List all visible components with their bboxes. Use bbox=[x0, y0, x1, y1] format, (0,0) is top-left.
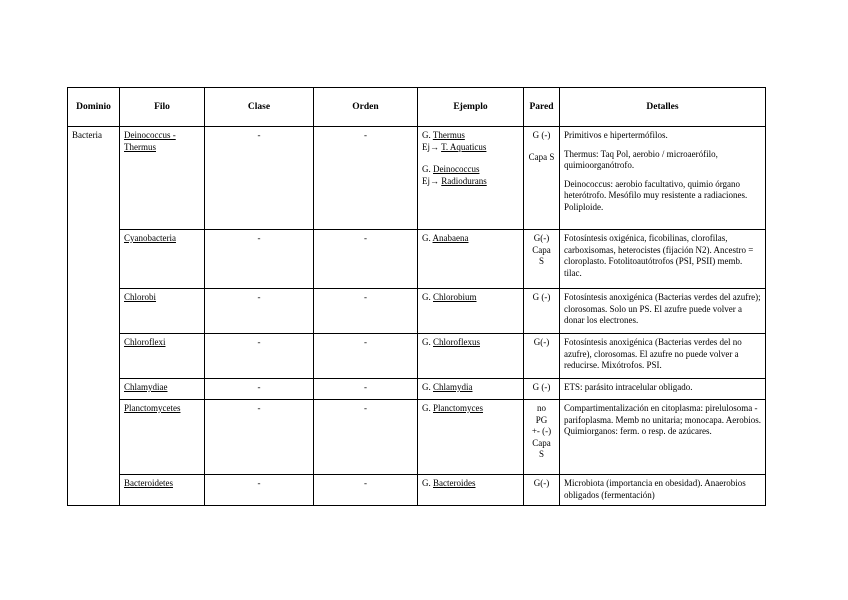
table-row bbox=[68, 127, 766, 230]
cell-dominio: Bacteria bbox=[68, 127, 120, 506]
cell-clase: - bbox=[205, 230, 314, 289]
genus-name: Chlorobium bbox=[433, 292, 477, 302]
pared-line: S bbox=[538, 256, 544, 267]
cell-filo bbox=[120, 475, 205, 506]
genus-prefix: G. bbox=[422, 478, 433, 488]
cell-ejemplo bbox=[418, 475, 524, 506]
cell-pared bbox=[524, 289, 560, 334]
cell-orden: - bbox=[314, 127, 418, 230]
cell-detalles bbox=[560, 127, 766, 230]
pared-line: G(-) bbox=[533, 337, 550, 347]
cell-orden: - bbox=[314, 379, 418, 400]
cell-clase: - bbox=[205, 475, 314, 506]
pared-line: no bbox=[537, 403, 546, 413]
genus-prefix: G. bbox=[422, 403, 433, 413]
table-row bbox=[68, 400, 766, 475]
table-row bbox=[68, 475, 766, 506]
filo-link: Chlamydiae bbox=[124, 382, 168, 392]
genus-prefix: G. bbox=[422, 292, 433, 302]
pared-line: +- (-) bbox=[531, 426, 552, 437]
table-row bbox=[68, 379, 766, 400]
filo-link: Chloroflexi bbox=[124, 337, 166, 347]
cell-clase: - bbox=[205, 400, 314, 475]
cell-orden: - bbox=[314, 230, 418, 289]
pared-line: G (-) bbox=[532, 130, 551, 140]
cell-ejemplo bbox=[418, 379, 524, 400]
detalle-paragraph: Primitivos e hipertermófilos. bbox=[564, 130, 668, 140]
cell-detalles: Compartimentalización en citoplasma: pirelulosoma - parifoplasma. Memb no unitaria; monocapa. Aerobios. Quimiorganos: ferm. o resp. de azúcares. bbox=[560, 400, 766, 475]
header-clase: Clase bbox=[205, 88, 314, 127]
header-orden: Orden bbox=[314, 88, 418, 127]
cell-ejemplo bbox=[418, 334, 524, 379]
cell-detalles: Fotosíntesis anoxigénica (Bacterias verdes del no azufre), clorosomas. El azufre no puede volver a reducirse. Mixótrofos. PSI. bbox=[560, 334, 766, 379]
header-row bbox=[68, 88, 766, 127]
pared-line: S bbox=[538, 449, 544, 460]
cell-filo bbox=[120, 230, 205, 289]
genus-prefix: G. bbox=[422, 130, 433, 140]
filo-link: Cyanobacteria bbox=[124, 233, 176, 243]
pared-line: Capa bbox=[532, 437, 551, 448]
species-name: T. Aquaticus bbox=[441, 141, 487, 152]
table-row bbox=[68, 334, 766, 379]
pared-line: PG bbox=[535, 414, 548, 425]
header-ejemplo: Ejemplo bbox=[418, 88, 524, 127]
cell-detalles: Fotosíntesis oxigénica, ficobilinas, clorofilas, carboxisomas, heterocistes (fijación N2). Ancestro = cloroplasto. Fotolitoautótrofos (PSI, PSII) memb. tilac. bbox=[560, 230, 766, 289]
cell-filo bbox=[120, 334, 205, 379]
genus-name: Chloroflexus bbox=[433, 337, 480, 347]
cell-ejemplo bbox=[418, 289, 524, 334]
species-name: Radiodurans bbox=[441, 175, 487, 186]
filo-link: Chlorobi bbox=[124, 292, 157, 302]
table-row bbox=[68, 230, 766, 289]
header-dominio: Dominio bbox=[68, 88, 120, 127]
filo-link: Bacteroidetes bbox=[124, 478, 173, 488]
genus-name: Thermus bbox=[432, 130, 465, 140]
cell-filo bbox=[120, 400, 205, 475]
cell-clase: - bbox=[205, 127, 314, 230]
cell-pared bbox=[524, 379, 560, 400]
pared-line: G(-) bbox=[533, 478, 550, 488]
pared-line: Capa bbox=[532, 244, 551, 255]
cell-orden: - bbox=[314, 475, 418, 506]
genus-name: Planctomyces bbox=[433, 403, 483, 413]
detalle-paragraph: Thermus: Taq Pol, aerobio / microaerófilo, quimioorganótrofo. bbox=[564, 148, 718, 171]
cell-pared bbox=[524, 475, 560, 506]
filo-link: Deinococcus - Thermus bbox=[124, 130, 176, 152]
cell-pared bbox=[524, 127, 560, 230]
cell-detalles: Microbiota (importancia en obesidad). Anaerobios obligados (fermentación) bbox=[560, 475, 766, 506]
cell-orden: - bbox=[314, 400, 418, 475]
example-prefix: Ej→ bbox=[422, 175, 442, 186]
table-row bbox=[68, 289, 766, 334]
cell-orden: - bbox=[314, 334, 418, 379]
example-prefix: Ej→ bbox=[422, 141, 442, 152]
cell-detalles: Fotosíntesis anoxigénica (Bacterias verdes del azufre); clorosomas. Solo un PS. El azufre puede volver a donar los electrones. bbox=[560, 289, 766, 334]
cell-ejemplo bbox=[418, 400, 524, 475]
cell-pared bbox=[524, 230, 560, 289]
detalle-paragraph: Deinococcus: aerobio facultativo, quimio órgano heterótrofo. Mesófilo muy resistente a radiaciones. Poliploide. bbox=[564, 178, 748, 212]
genus-prefix: G. bbox=[422, 233, 433, 243]
cell-filo bbox=[120, 289, 205, 334]
cell-filo bbox=[120, 379, 205, 400]
cell-ejemplo bbox=[418, 230, 524, 289]
cell-ejemplo bbox=[418, 127, 524, 230]
header-pared: Pared bbox=[524, 88, 560, 127]
pared-line: G (-) bbox=[532, 292, 551, 302]
header-detalles: Detalles bbox=[560, 88, 766, 127]
cell-pared bbox=[524, 400, 560, 475]
genus-name: Deinococcus bbox=[433, 164, 480, 175]
pared-line: Capa S bbox=[528, 151, 555, 162]
cell-clase: - bbox=[205, 289, 314, 334]
cell-orden: - bbox=[314, 289, 418, 334]
cell-filo bbox=[120, 127, 205, 230]
genus-prefix: G. bbox=[422, 382, 433, 392]
genus-name: Bacteroides bbox=[433, 478, 476, 488]
pared-line: G(-) bbox=[533, 233, 550, 243]
cell-detalles: ETS: parásito intracelular obligado. bbox=[560, 379, 766, 400]
filo-link: Planctomycetes bbox=[124, 403, 181, 413]
pared-line: G (-) bbox=[532, 382, 551, 392]
genus-prefix: G. bbox=[422, 164, 433, 175]
genus-name: Chlamydia bbox=[433, 382, 473, 392]
taxonomy-table bbox=[67, 87, 766, 506]
cell-clase: - bbox=[205, 334, 314, 379]
genus-prefix: G. bbox=[422, 337, 433, 347]
genus-name: Anabaena bbox=[432, 233, 469, 243]
cell-clase: - bbox=[205, 379, 314, 400]
cell-pared bbox=[524, 334, 560, 379]
header-filo: Filo bbox=[120, 88, 205, 127]
